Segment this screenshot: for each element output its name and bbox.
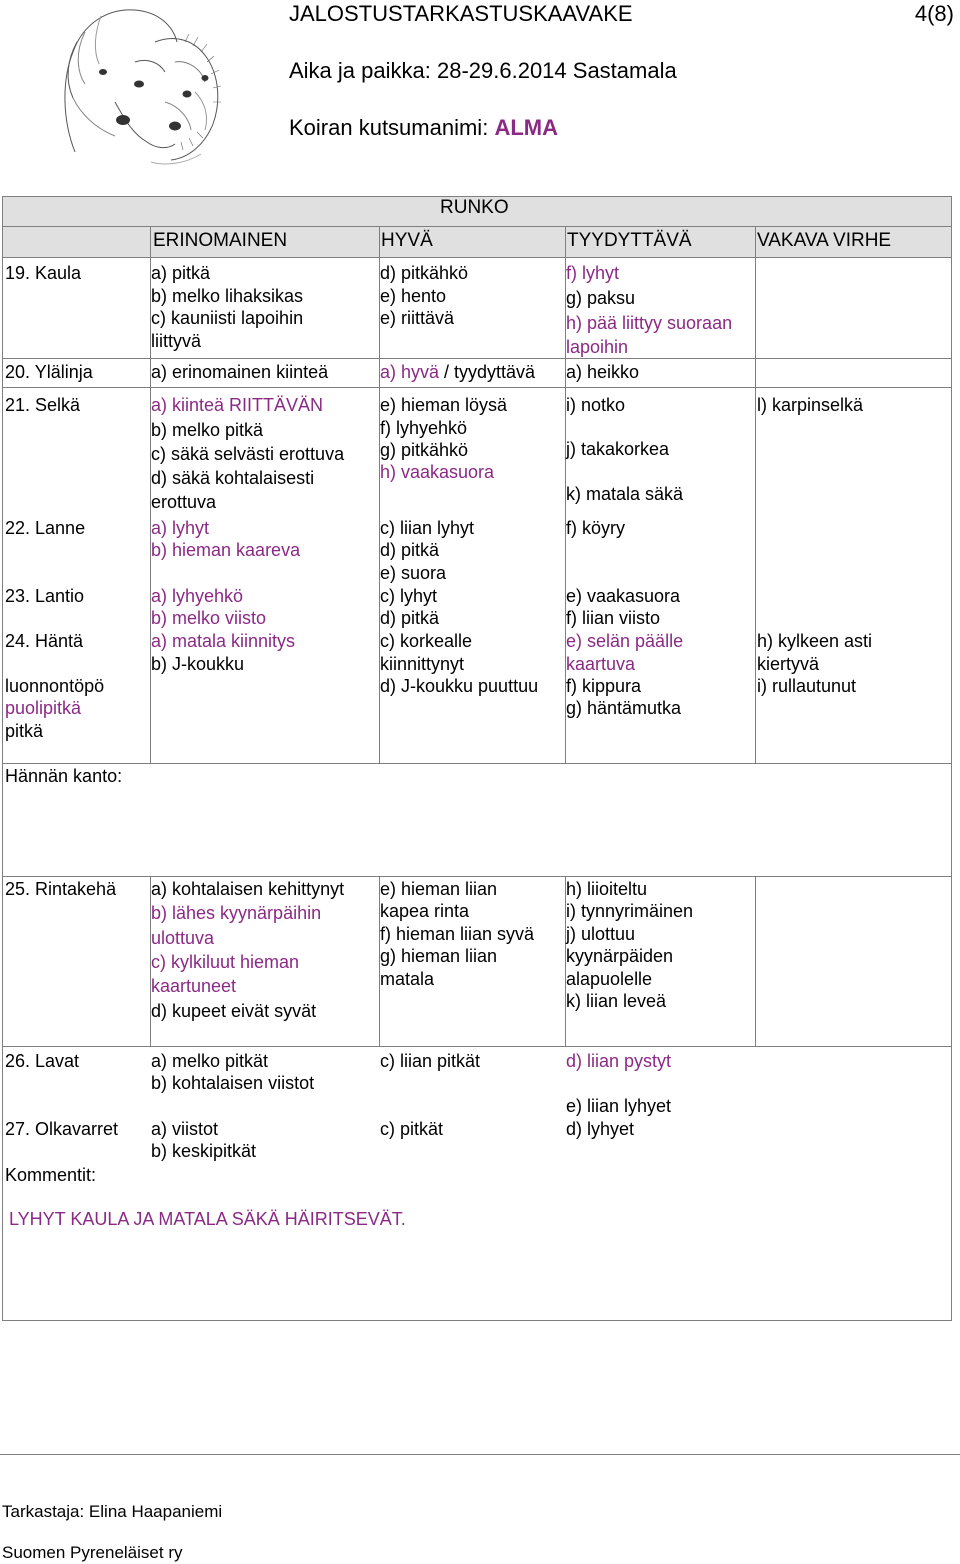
inspector-name: Tarkastaja: Elina Haapaniemi xyxy=(2,1502,223,1521)
row-label-lavat: 26. Lavat xyxy=(5,1051,80,1071)
kaula-option-f-selected: f) lyhyt xyxy=(566,263,620,283)
row-label-kaula: 19. Kaula xyxy=(5,263,82,283)
hanta-option-f: f) kippura xyxy=(566,676,642,696)
form-title: JALOSTUSTARKASTUSKAAVAKE xyxy=(289,1,633,26)
hanta-option-c: c) korkealle xyxy=(380,631,473,651)
dog-name-value: ALMA xyxy=(494,115,558,140)
kaula-option-h-selected: h) pää liittyy suoraan xyxy=(566,313,733,333)
lavat-option-d-selected: d) liian pystyt xyxy=(566,1051,672,1071)
kaula-option-c-cont: liittyvä xyxy=(151,331,202,351)
dog-name-field xyxy=(289,115,558,141)
olkavarret-option-a: a) viistot xyxy=(151,1119,219,1139)
lanne-option-d: d) pitkä xyxy=(380,540,440,560)
row-label-olkavarret: 27. Olkavarret xyxy=(5,1119,119,1139)
rintakeha-option-a: a) kohtalaisen kehittynyt xyxy=(151,879,345,899)
rintakeha-option-g: g) hieman liian xyxy=(380,946,498,966)
hanta-type-pitka: pitkä xyxy=(5,721,44,741)
section-title: RUNKO xyxy=(440,197,509,218)
rintakeha-option-j-cont: kyynärpäiden xyxy=(566,946,674,966)
selka-option-k: k) matala säkä xyxy=(566,484,684,504)
hanta-option-a-selected: a) matala kiinnitys xyxy=(151,631,296,651)
lanne-option-c: c) liian lyhyt xyxy=(380,518,475,538)
lantio-option-e: e) vaakasuora xyxy=(566,586,681,606)
kaula-option-d: d) pitkähkö xyxy=(380,263,469,283)
selka-option-d: d) säkä kohtalaisesti xyxy=(151,468,315,488)
rintakeha-option-c-selected: c) kylkiluut hieman xyxy=(151,952,300,972)
kaula-option-h-cont: lapoihin xyxy=(566,337,629,357)
col-header-tyydyttava: TYYDYTTÄVÄ xyxy=(567,230,692,251)
selka-option-j: j) takakorkea xyxy=(566,439,670,459)
hanta-type-puolipitka-selected: puolipitkä xyxy=(5,698,82,718)
lantio-option-a-selected: a) lyhyehkö xyxy=(151,586,244,606)
lavat-option-b: b) kohtalaisen viistot xyxy=(151,1073,315,1093)
selka-option-b: b) melko pitkä xyxy=(151,420,264,440)
rintakeha-option-k: k) liian leveä xyxy=(566,991,667,1011)
rintakeha-option-f: f) hieman liian syvä xyxy=(380,924,535,944)
lanne-option-e: e) suora xyxy=(380,563,447,583)
time-place-label: Aika ja paikka: xyxy=(289,58,431,83)
rintakeha-option-b-selected: b) lähes kyynärpäihin xyxy=(151,903,322,923)
hanta-option-g: g) häntämutka xyxy=(566,698,682,718)
rintakeha-option-g-cont: matala xyxy=(380,969,435,989)
time-place-field xyxy=(289,58,677,84)
rintakeha-option-d: d) kupeet eivät syvät xyxy=(151,1001,317,1021)
rintakeha-option-i: i) tynnyrimäinen xyxy=(566,901,694,921)
hanta-option-c-cont: kiinnittynyt xyxy=(380,654,465,674)
row-label-selka: 21. Selkä xyxy=(5,395,81,415)
ylalinja-selected: a) hyvä xyxy=(380,362,440,382)
row-label-lantio: 23. Lantio xyxy=(5,586,85,606)
col-header-hyva: HYVÄ xyxy=(381,230,433,251)
rintakeha-option-j-cont2: alapuolelle xyxy=(566,969,653,989)
kaula-option-b: b) melko lihaksikas xyxy=(151,286,304,306)
row-label-rintakeha: 25. Rintakehä xyxy=(5,879,117,899)
row-label-lanne: 22. Lanne xyxy=(5,518,86,538)
hanta-type-luonnontopo: luonnontöpö xyxy=(5,676,105,696)
col-header-vakava-virhe: VAKAVA VIRHE xyxy=(757,230,892,251)
hanta-option-b: b) J-koukku xyxy=(151,654,245,674)
col-header-erinomainen: ERINOMAINEN xyxy=(153,230,288,251)
hanta-option-h: h) kylkeen asti xyxy=(757,631,873,651)
kaula-option-e2: e) riittävä xyxy=(380,308,455,328)
selka-option-c: c) säkä selvästi erottuva xyxy=(151,444,345,464)
lanne-option-b-selected: b) hieman kaareva xyxy=(151,540,301,560)
time-place-value: 28-29.6.2014 Sastamala xyxy=(436,58,677,83)
ylalinja-option-a1: a) erinomainen kiinteä xyxy=(151,362,329,382)
footer-divider xyxy=(0,1454,960,1455)
lavat-option-e: e) liian lyhyet xyxy=(566,1096,672,1116)
olkavarret-option-d: d) lyhyet xyxy=(566,1119,635,1139)
selka-option-a-selected: a) kiinteä RIITTÄVÄN xyxy=(151,395,324,415)
row-label-hanta: 24. Häntä xyxy=(5,631,84,651)
ylalinja-option-a2 xyxy=(380,361,535,384)
kaula-option-g: g) paksu xyxy=(566,288,636,308)
ylalinja-alt: / tyydyttävä xyxy=(439,362,536,382)
olkavarret-option-b: b) keskipitkät xyxy=(151,1141,257,1161)
olkavarret-option-c: c) pitkät xyxy=(380,1119,444,1139)
lavat-option-a: a) melko pitkät xyxy=(151,1051,269,1071)
ylalinja-option-a3: a) heikko xyxy=(566,362,640,382)
lanne-option-a-selected: a) lyhyt xyxy=(151,518,210,538)
rintakeha-option-c-cont: kaartuneet xyxy=(151,976,237,996)
rintakeha-option-e-cont: kapea rinta xyxy=(380,901,470,921)
kaula-option-e: e) hento xyxy=(380,286,447,306)
lantio-option-d: d) pitkä xyxy=(380,608,440,628)
lantio-option-f: f) liian viisto xyxy=(566,608,661,628)
row-label-ylalinja: 20. Ylälinja xyxy=(5,362,93,382)
rintakeha-option-b-cont: ulottuva xyxy=(151,928,215,948)
selka-option-h-selected: h) vaakasuora xyxy=(380,462,495,482)
selka-option-d-cont: erottuva xyxy=(151,492,217,512)
lantio-option-c: c) lyhyt xyxy=(380,586,438,606)
kaula-option-c: c) kauniisti lapoihin xyxy=(151,308,304,328)
hanta-option-i: i) rullautunut xyxy=(757,676,857,696)
tail-carriage-label: Hännän kanto: xyxy=(5,766,123,786)
lanne-option-f: f) köyry xyxy=(566,518,626,538)
selka-option-f: f) lyhyehkö xyxy=(380,418,468,438)
comments-label: Kommentit: xyxy=(5,1165,97,1185)
organization-name: Suomen Pyreneläiset ry xyxy=(2,1543,183,1562)
selka-option-l: l) karpinselkä xyxy=(757,395,864,415)
lantio-option-b-selected: b) melko viisto xyxy=(151,608,267,628)
dog-name-label: Koiran kutsumanimi: xyxy=(289,115,489,140)
hanta-option-e-selected: e) selän päälle xyxy=(566,631,684,651)
kaula-option-a: a) pitkä xyxy=(151,263,211,283)
lavat-option-c: c) liian pitkät xyxy=(380,1051,481,1071)
selka-option-g: g) pitkähkö xyxy=(380,440,469,460)
comments-text: LYHYT KAULA JA MATALA SÄKÄ HÄIRITSEVÄT. xyxy=(9,1209,406,1229)
hanta-option-h-cont: kiertyvä xyxy=(757,654,820,674)
hanta-option-e-cont: kaartuva xyxy=(566,654,636,674)
page-number: 4(8) xyxy=(914,1,954,26)
rintakeha-option-e: e) hieman liian xyxy=(380,879,498,899)
dog-heads-logo-icon xyxy=(55,2,230,172)
selka-option-e: e) hieman löysä xyxy=(380,395,508,415)
selka-option-i: i) notko xyxy=(566,395,626,415)
rintakeha-option-h: h) liioiteltu xyxy=(566,879,648,899)
rintakeha-option-j: j) ulottuu xyxy=(566,924,636,944)
hanta-option-d: d) J-koukku puuttuu xyxy=(380,676,539,696)
